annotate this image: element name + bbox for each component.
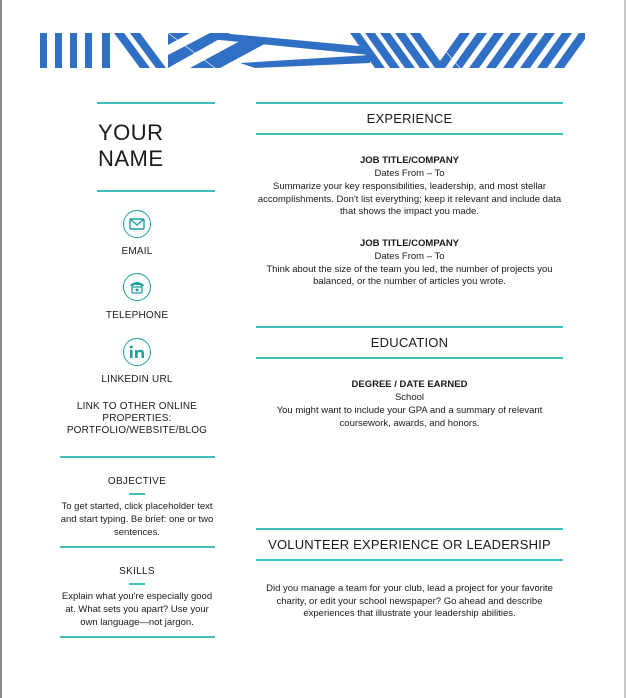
school-name: School — [394, 392, 425, 403]
telephone-label: TELEPHONE — [105, 310, 169, 321]
experience-top-rule — [256, 102, 563, 104]
volunteer-line-3: experiences that illustrate your leadership abilities. — [303, 608, 516, 619]
education-top-rule — [256, 326, 563, 328]
job-1-line-3: that shows the impact you made. — [340, 206, 479, 217]
links-line-1: LINK TO OTHER ONLINE — [76, 401, 198, 412]
job-2-line-1: Think about the size of the team you led, the number of projects you — [266, 264, 553, 275]
objective-dash — [129, 493, 145, 495]
page-left-edge — [0, 0, 2, 698]
volunteer-top-rule — [256, 528, 563, 530]
skills-bottom-rule — [60, 636, 215, 638]
job-1-title: JOB TITLE/COMPANY — [359, 155, 460, 166]
objective-top-rule — [60, 456, 215, 458]
linkedin-icon — [123, 338, 151, 366]
objective-heading: OBJECTIVE — [107, 476, 167, 487]
job-2-title: JOB TITLE/COMPANY — [359, 238, 460, 249]
email-label: EMAIL — [121, 246, 153, 257]
volunteer-line-1: Did you manage a team for your club, lead a project for your favorite — [266, 583, 553, 594]
volunteer-heading: VOLUNTEER EXPERIENCE OR LEADERSHIP — [268, 537, 551, 552]
skills-heading: SKILLS — [119, 566, 155, 577]
name-top-rule — [97, 102, 215, 104]
name-line-1: YOUR — [98, 120, 164, 145]
links-line-2: PROPERTIES: — [102, 413, 172, 424]
education-line-1: You might want to include your GPA and a summary of relevant — [276, 405, 543, 416]
skills-line-3: own language—not jargon. — [80, 617, 194, 628]
experience-heading: EXPERIENCE — [366, 111, 453, 126]
volunteer-bottom-rule — [256, 559, 563, 561]
job-1-dates: Dates From – To — [374, 168, 445, 179]
header-banner — [40, 33, 585, 68]
degree-title: DEGREE / DATE EARNED — [351, 379, 468, 390]
objective-bottom-rule — [60, 546, 215, 548]
skills-line-2: at. What sets you apart? Use your — [65, 604, 209, 615]
objective-line-3: sentences. — [114, 527, 160, 538]
skills-line-1: Explain what you're especially good — [61, 591, 213, 602]
job-2-dates: Dates From – To — [374, 251, 445, 262]
telephone-icon — [123, 273, 151, 301]
education-line-2: coursework, awards, and honors. — [339, 418, 480, 429]
links-line-3: PORTFOLIO/WEBSITE/BLOG — [66, 425, 208, 436]
education-heading: EDUCATION — [370, 335, 449, 350]
email-icon — [123, 210, 151, 238]
skills-dash — [129, 583, 145, 585]
volunteer-line-2: charity, or edit your school newspaper? Go ahead and describe — [276, 596, 543, 607]
experience-bottom-rule — [256, 133, 563, 135]
job-1-line-2: accomplishments. Don't list everything; keep it relevant and include data — [257, 194, 562, 205]
linkedin-label: LINKEDIN URL — [101, 374, 173, 385]
objective-line-1: To get started, click placeholder text — [61, 501, 213, 512]
objective-line-2: and start typing. Be brief: one or two — [60, 514, 214, 525]
job-2-line-2: balanced, or the number of articles you wrote. — [313, 276, 506, 287]
education-bottom-rule — [256, 357, 563, 359]
name-line-2: NAME — [98, 146, 164, 171]
name-bottom-rule — [97, 190, 215, 192]
job-1-line-1: Summarize your key responsibilities, leadership, and most stellar — [273, 181, 546, 192]
